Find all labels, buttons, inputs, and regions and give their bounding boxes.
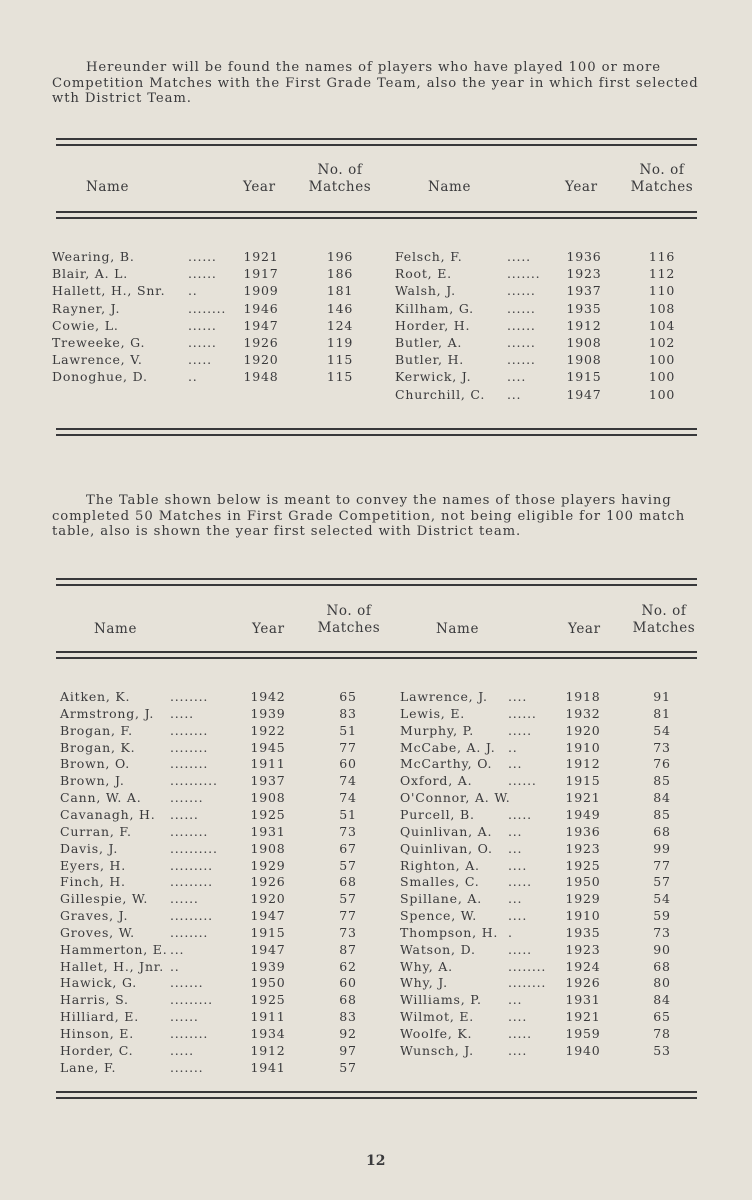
- matches-cell: 54: [653, 891, 671, 907]
- leader-dots: ........: [170, 823, 209, 839]
- matches-cell: 57: [339, 891, 357, 907]
- matches-cell: 186: [326, 266, 354, 282]
- leader-dots: .........: [170, 874, 213, 890]
- year-cell: 1926: [565, 975, 601, 991]
- matches-cell: 146: [326, 300, 354, 316]
- player-name: Brogan, F.: [60, 722, 133, 738]
- year-cell: 1921: [565, 790, 601, 806]
- leader-dots: ..........: [170, 840, 218, 856]
- player-name: Cavanagh, H.: [60, 806, 156, 822]
- second-text: The Table shown below is meant to convey the names of those players having completed 50 Matches in First Grade Competition, not being eligible for 100 match table, also is shown the year first selected with District team.: [52, 493, 686, 539]
- year-cell: 1911: [250, 756, 286, 772]
- player-name: Hallett, H., Snr.: [52, 283, 166, 299]
- leader-dots: ......: [507, 283, 536, 299]
- year-cell: 1945: [250, 739, 286, 755]
- leader-dots: ........: [170, 722, 209, 738]
- leader-dots: ...: [508, 756, 523, 772]
- leader-dots: .....: [188, 352, 212, 368]
- player-name: Lewis, E.: [400, 705, 466, 721]
- matches-cell: 74: [339, 773, 357, 789]
- leader-dots: ....: [508, 857, 528, 873]
- player-name: Brown, J.: [60, 773, 125, 789]
- matches-cell: 53: [653, 1042, 671, 1058]
- leader-dots: ......: [188, 335, 217, 350]
- matches-cell: 59: [653, 908, 671, 924]
- leader-dots: ........: [170, 689, 209, 704]
- player-name: Butler, H.: [395, 352, 465, 368]
- leader-dots: ......: [507, 300, 536, 316]
- leader-dots: .........: [170, 857, 213, 873]
- leader-dots: ........: [170, 739, 209, 755]
- year-cell: 1926: [250, 874, 286, 890]
- table2-header-year-left: Year: [252, 621, 285, 637]
- leader-dots: .....: [170, 705, 194, 721]
- matches-cell: 104: [648, 317, 676, 333]
- matches-cell: 65: [653, 1009, 671, 1025]
- matches-cell: 100: [648, 369, 676, 385]
- year-cell: 1947: [243, 317, 279, 333]
- matches-cell: 54: [653, 722, 671, 738]
- matches-cell: 119: [326, 335, 354, 350]
- leader-dots: ..: [188, 369, 198, 385]
- table2-header-matches-right: No. of Matches: [632, 603, 696, 636]
- matches-cell: 116: [648, 249, 676, 264]
- table2-header-rule: [56, 651, 697, 653]
- year-cell: 1912: [565, 756, 601, 772]
- leader-dots: ......: [507, 352, 536, 368]
- leader-dots: .......: [507, 266, 541, 282]
- matches-cell: 110: [648, 283, 676, 299]
- matches-cell: 51: [339, 722, 357, 738]
- year-cell: 1948: [243, 369, 279, 385]
- player-name: Killham, G.: [395, 300, 474, 316]
- player-name: Groves, W.: [60, 924, 135, 940]
- matches-cell: 73: [339, 924, 357, 940]
- player-name: Hawick, G.: [60, 975, 138, 991]
- table2-header-year-right: Year: [568, 621, 601, 637]
- player-name: Purcell, B.: [400, 806, 475, 822]
- year-cell: 1918: [565, 689, 601, 704]
- player-name: Blair, A. L.: [52, 266, 129, 282]
- matches-cell: 84: [653, 992, 671, 1008]
- player-name: McCarthy, O.: [400, 756, 493, 772]
- player-name: Spence, W.: [400, 908, 477, 924]
- leader-dots: .....: [508, 722, 532, 738]
- matches-cell: 57: [653, 874, 671, 890]
- matches-cell: 73: [339, 823, 357, 839]
- matches-cell: 68: [339, 874, 357, 890]
- leader-dots: ......: [507, 317, 536, 333]
- year-cell: 1934: [250, 1026, 286, 1041]
- leader-dots: ........: [170, 756, 209, 772]
- leader-dots: ......: [507, 335, 536, 350]
- player-name: Oxford, A.: [400, 773, 473, 789]
- leader-dots: ......: [508, 773, 537, 789]
- player-name: Cann, W. A.: [60, 790, 142, 806]
- year-cell: 1959: [565, 1026, 601, 1041]
- year-cell: 1920: [243, 352, 279, 368]
- player-name: Horder, C.: [60, 1042, 134, 1058]
- matches-cell: 77: [339, 739, 357, 755]
- year-cell: 1925: [565, 857, 601, 873]
- year-cell: 1909: [243, 283, 279, 299]
- matches-cell: 78: [653, 1026, 671, 1041]
- player-name: Walsh, J.: [395, 283, 456, 299]
- table2-header-name-right: Name: [436, 621, 480, 637]
- leader-dots: ......: [188, 317, 217, 333]
- year-cell: 1947: [566, 386, 602, 402]
- year-cell: 1908: [250, 840, 286, 856]
- year-cell: 1950: [250, 975, 286, 991]
- matches-cell: 108: [648, 300, 676, 316]
- matches-cell: 62: [339, 958, 357, 974]
- player-name: Gillespie, W.: [60, 891, 149, 907]
- player-name: Hallet, H., Jnr.: [60, 958, 164, 974]
- leader-dots: ......: [188, 249, 217, 264]
- table2-header-name-left: Name: [94, 621, 138, 637]
- year-cell: 1915: [566, 369, 602, 385]
- year-cell: 1908: [566, 335, 602, 350]
- year-cell: 1921: [243, 249, 279, 264]
- leader-dots: ......: [188, 266, 217, 282]
- leader-dots: ........: [170, 1026, 209, 1041]
- year-cell: 1937: [250, 773, 286, 789]
- year-cell: 1908: [566, 352, 602, 368]
- matches-cell: 100: [648, 386, 676, 402]
- year-cell: 1939: [250, 705, 286, 721]
- matches-cell: 51: [339, 806, 357, 822]
- leader-dots: ...: [508, 992, 523, 1008]
- table2-bottom-rule-2: [56, 1097, 697, 1099]
- player-name: Brown, O.: [60, 756, 131, 772]
- matches-cell: 90: [653, 941, 671, 957]
- year-cell: 1929: [565, 891, 601, 907]
- matches-cell: 57: [339, 1059, 357, 1075]
- matches-cell: 68: [653, 958, 671, 974]
- year-cell: 1910: [565, 739, 601, 755]
- matches-cell: 97: [339, 1042, 357, 1058]
- matches-cell: 65: [339, 689, 357, 704]
- year-cell: 1942: [250, 689, 286, 704]
- player-name: Kerwick, J.: [395, 369, 472, 385]
- year-cell: 1936: [565, 823, 601, 839]
- year-cell: 1947: [250, 908, 286, 924]
- page-number: 12: [366, 1153, 386, 1169]
- year-cell: 1908: [250, 790, 286, 806]
- player-name: Felsch, F.: [395, 249, 463, 264]
- player-name: Watson, D.: [400, 941, 476, 957]
- year-cell: 1925: [250, 992, 286, 1008]
- leader-dots: ........: [188, 300, 227, 316]
- matches-cell: 73: [653, 924, 671, 940]
- matches-cell: 181: [326, 283, 354, 299]
- player-name: Graves, J.: [60, 908, 129, 924]
- leader-dots: ......: [170, 806, 199, 822]
- matches-cell: 83: [339, 705, 357, 721]
- player-name: O'Connor, A. W.: [400, 790, 511, 806]
- matches-cell: 74: [339, 790, 357, 806]
- table1-header-year-right: Year: [565, 179, 598, 195]
- year-cell: 1915: [565, 773, 601, 789]
- matches-cell: 87: [339, 941, 357, 957]
- table2-top-rule: [56, 578, 697, 580]
- year-cell: 1912: [250, 1042, 286, 1058]
- leader-dots: ....: [507, 369, 527, 385]
- player-name: Hammerton, E.: [60, 941, 168, 957]
- player-name: Harris, S.: [60, 992, 129, 1008]
- year-cell: 1921: [565, 1009, 601, 1025]
- table2-header-matches-left: No. of Matches: [317, 603, 381, 636]
- player-name: Rayner, J.: [52, 300, 121, 316]
- table1-header-matches-left: No. of Matches: [308, 162, 372, 195]
- table2-top-rule-2: [56, 584, 697, 586]
- leader-dots: .....: [508, 941, 532, 957]
- player-name: Brogan, K.: [60, 739, 136, 755]
- leader-dots: .....: [508, 874, 532, 890]
- table1-header-rule: [56, 211, 697, 213]
- matches-cell: 68: [653, 823, 671, 839]
- matches-cell: 100: [648, 352, 676, 368]
- player-name: Wilmot, E.: [400, 1009, 475, 1025]
- table1-header-name-left: Name: [86, 179, 130, 195]
- year-cell: 1939: [250, 958, 286, 974]
- year-cell: 1917: [243, 266, 279, 282]
- year-cell: 1926: [243, 335, 279, 350]
- matches-cell: 84: [653, 790, 671, 806]
- player-name: Hilliard, E.: [60, 1009, 139, 1025]
- matches-cell: 68: [339, 992, 357, 1008]
- year-cell: 1923: [565, 941, 601, 957]
- leader-dots: ...: [508, 840, 523, 856]
- player-name: Quinlivan, A.: [400, 823, 493, 839]
- leader-dots: .........: [170, 992, 213, 1008]
- year-cell: 1932: [565, 705, 601, 721]
- player-name: Quinlivan, O.: [400, 840, 493, 856]
- year-cell: 1929: [250, 857, 286, 873]
- matches-cell: 85: [653, 806, 671, 822]
- year-cell: 1946: [243, 300, 279, 316]
- matches-cell: 92: [339, 1026, 357, 1041]
- player-name: Williams, P.: [400, 992, 482, 1008]
- matches-cell: 60: [339, 756, 357, 772]
- leader-dots: ........: [170, 924, 209, 940]
- player-name: Smalles, C.: [400, 874, 480, 890]
- leader-dots: .....: [170, 1042, 194, 1058]
- year-cell: 1910: [565, 908, 601, 924]
- year-cell: 1931: [565, 992, 601, 1008]
- matches-cell: 112: [648, 266, 676, 282]
- matches-cell: 77: [653, 857, 671, 873]
- year-cell: 1911: [250, 1009, 286, 1025]
- leader-dots: ..........: [170, 773, 218, 789]
- year-cell: 1915: [250, 924, 286, 940]
- year-cell: 1920: [565, 722, 601, 738]
- second-paragraph: [52, 493, 702, 540]
- player-name: Lawrence, J.: [400, 689, 488, 704]
- leader-dots: .....: [508, 1026, 532, 1041]
- player-name: McCabe, A. J.: [400, 739, 496, 755]
- table1-bottom-rule-2: [56, 434, 697, 436]
- leader-dots: ...: [508, 891, 523, 907]
- player-name: Righton, A.: [400, 857, 480, 873]
- matches-cell: 73: [653, 739, 671, 755]
- player-name: Eyers, H.: [60, 857, 126, 873]
- year-cell: 1940: [565, 1042, 601, 1058]
- table1-top-rule: [56, 138, 697, 140]
- leader-dots: ........: [508, 975, 547, 991]
- year-cell: 1947: [250, 941, 286, 957]
- player-name: Lane, F.: [60, 1059, 117, 1075]
- year-cell: 1924: [565, 958, 601, 974]
- leader-dots: ........: [508, 958, 547, 974]
- leader-dots: ..: [508, 739, 518, 755]
- leader-dots: .....: [508, 806, 532, 822]
- year-cell: 1923: [566, 266, 602, 282]
- leader-dots: ..: [188, 283, 198, 299]
- leader-dots: ....: [508, 1009, 528, 1025]
- matches-cell: 115: [326, 369, 354, 385]
- player-name: Why, A.: [400, 958, 453, 974]
- player-name: Murphy, P.: [400, 722, 475, 738]
- player-name: Spillane, A.: [400, 891, 483, 907]
- matches-cell: 57: [339, 857, 357, 873]
- table1-header-year-left: Year: [243, 179, 276, 195]
- table1-header-rule-2: [56, 217, 697, 219]
- year-cell: 1912: [566, 317, 602, 333]
- year-cell: 1923: [565, 840, 601, 856]
- matches-cell: 81: [653, 705, 671, 721]
- matches-cell: 99: [653, 840, 671, 856]
- leader-dots: ....: [508, 689, 528, 704]
- leader-dots: ..: [170, 958, 180, 974]
- year-cell: 1941: [250, 1059, 286, 1075]
- player-name: Thompson, H.: [400, 924, 499, 940]
- leader-dots: ....: [508, 908, 528, 924]
- matches-cell: 124: [326, 317, 354, 333]
- year-cell: 1950: [565, 874, 601, 890]
- year-cell: 1922: [250, 722, 286, 738]
- year-cell: 1935: [566, 300, 602, 316]
- player-name: Churchill, C.: [395, 386, 486, 402]
- leader-dots: .....: [507, 249, 531, 264]
- year-cell: 1931: [250, 823, 286, 839]
- player-name: Lawrence, V.: [52, 352, 143, 368]
- matches-cell: 77: [339, 908, 357, 924]
- matches-cell: 115: [326, 352, 354, 368]
- player-name: Treweeke, G.: [52, 335, 146, 350]
- player-name: Horder, H.: [395, 317, 471, 333]
- table2-bottom-rule: [56, 1091, 697, 1093]
- year-cell: 1920: [250, 891, 286, 907]
- matches-cell: 91: [653, 689, 671, 704]
- year-cell: 1925: [250, 806, 286, 822]
- intro-paragraph: [52, 60, 702, 107]
- leader-dots: ......: [170, 1009, 199, 1025]
- player-name: Cowie, L.: [52, 317, 119, 333]
- leader-dots: ......: [170, 891, 199, 907]
- matches-cell: 67: [339, 840, 357, 856]
- player-name: Aitken, K.: [60, 689, 131, 704]
- leader-dots: .......: [170, 1059, 204, 1075]
- player-name: Finch, H.: [60, 874, 126, 890]
- matches-cell: 196: [326, 249, 354, 264]
- player-name: Butler, A.: [395, 335, 463, 350]
- matches-cell: 76: [653, 756, 671, 772]
- leader-dots: ......: [508, 705, 537, 721]
- matches-cell: 80: [653, 975, 671, 991]
- leader-dots: .......: [170, 975, 204, 991]
- leader-dots: ...: [507, 386, 522, 402]
- leader-dots: ...: [508, 823, 523, 839]
- matches-cell: 85: [653, 773, 671, 789]
- player-name: Woolfe, K.: [400, 1026, 473, 1041]
- matches-cell: 60: [339, 975, 357, 991]
- leader-dots: .: [508, 924, 513, 940]
- leader-dots: .........: [170, 908, 213, 924]
- player-name: Wunsch, J.: [400, 1042, 474, 1058]
- player-name: Wearing, B.: [52, 249, 135, 264]
- matches-cell: 102: [648, 335, 676, 350]
- leader-dots: ...: [170, 941, 185, 957]
- player-name: Curran, F.: [60, 823, 132, 839]
- player-name: Hinson, E.: [60, 1026, 134, 1041]
- player-name: Root, E.: [395, 266, 452, 282]
- table2-header-rule-2: [56, 657, 697, 659]
- table1-bottom-rule: [56, 428, 697, 430]
- leader-dots: ....: [508, 1042, 528, 1058]
- player-name: Armstrong, J.: [60, 705, 155, 721]
- table1-header-name-right: Name: [428, 179, 472, 195]
- player-name: Davis, J.: [60, 840, 119, 856]
- table1-header-matches-right: No. of Matches: [630, 162, 694, 195]
- year-cell: 1935: [565, 924, 601, 940]
- table1-top-rule-2: [56, 144, 697, 146]
- leader-dots: .......: [170, 790, 204, 806]
- year-cell: 1936: [566, 249, 602, 264]
- year-cell: 1949: [565, 806, 601, 822]
- player-name: Why, J.: [400, 975, 448, 991]
- year-cell: 1937: [566, 283, 602, 299]
- player-name: Donoghue, D.: [52, 369, 148, 385]
- matches-cell: 83: [339, 1009, 357, 1025]
- intro-text: Hereunder will be found the names of players who have played 100 or more Competition Matches with the First Grade Team, also the year in which first selected wth District Team.: [52, 60, 699, 106]
